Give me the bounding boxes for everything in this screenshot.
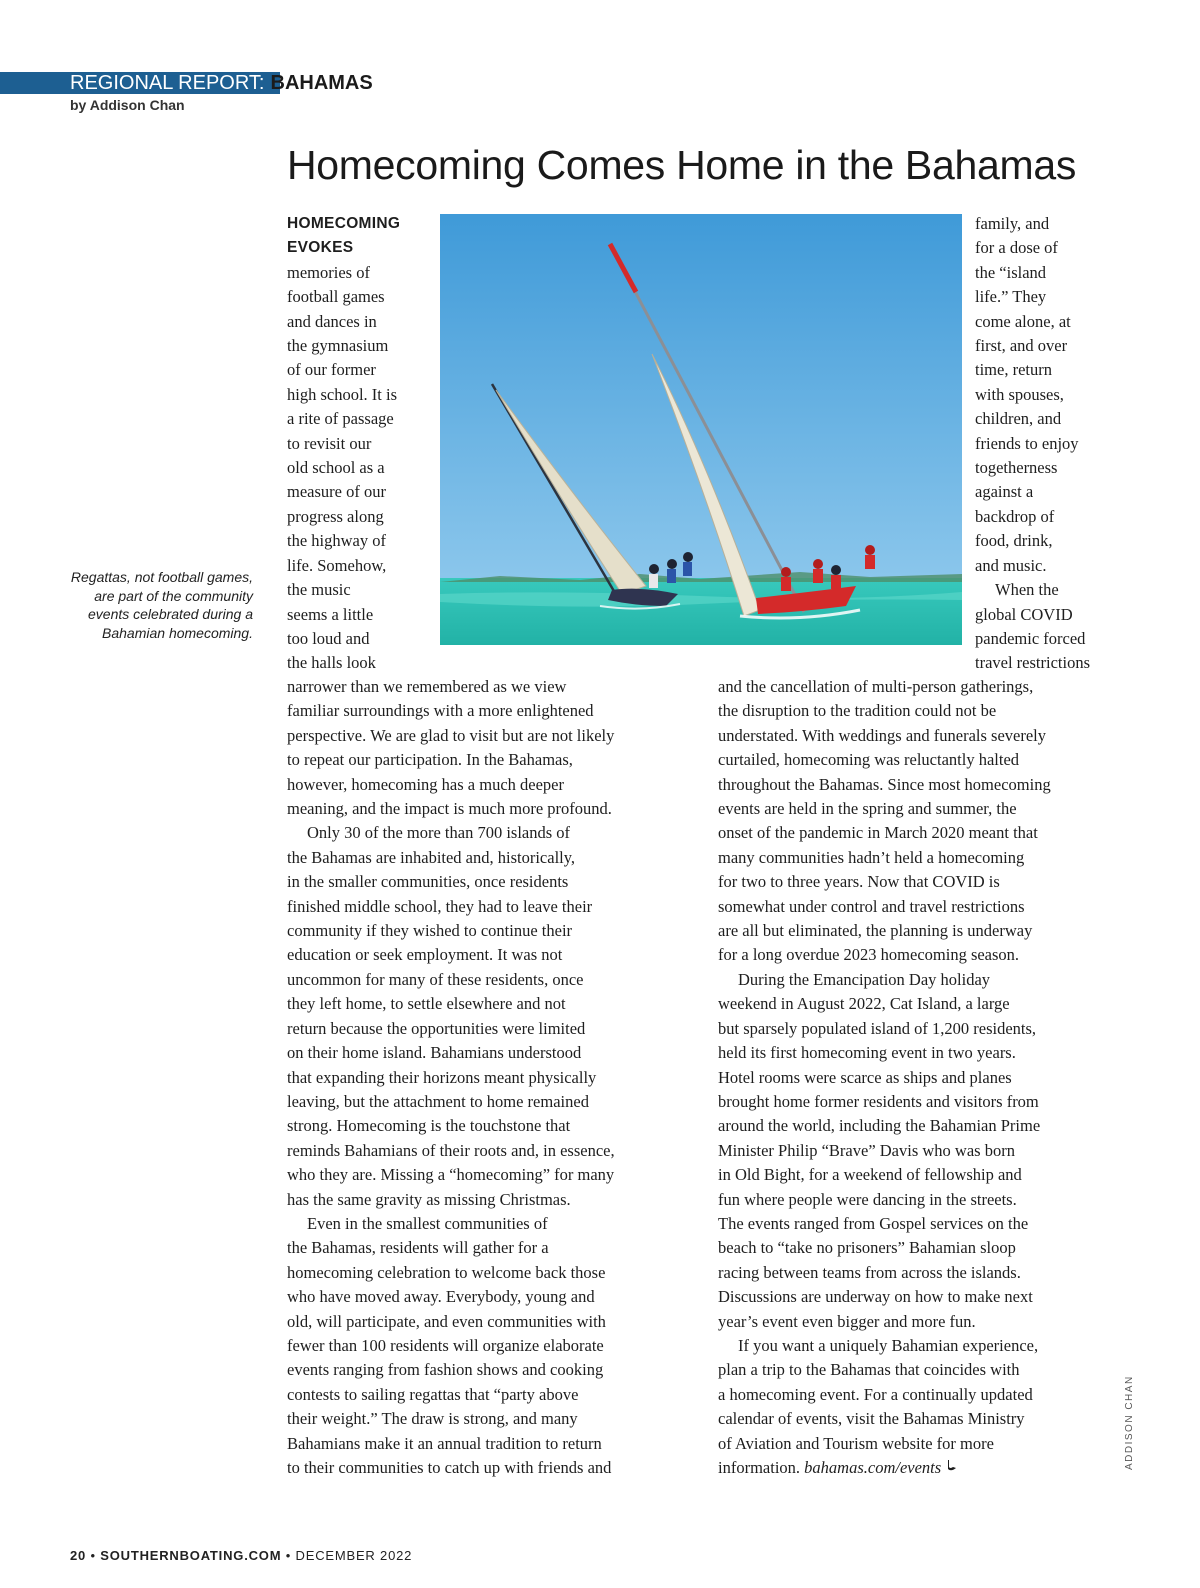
closing-line-text: information.	[718, 1458, 805, 1477]
article-headline: Homecoming Comes Home in the Bahamas	[287, 142, 1077, 188]
text-line: The events ranged from Gospel services on the	[718, 1213, 1029, 1233]
text-line: on their home island. Bahamians understood	[287, 1043, 582, 1063]
text-line: the “island	[975, 262, 1047, 282]
right-column-wide	[718, 675, 1051, 1480]
text-line: and music.	[975, 555, 1047, 575]
photo-caption: Regattas, not football games, are part of the community events celebrated during a Bahamian homecoming.	[70, 569, 253, 641]
text-line: are all but eliminated, the planning is underway	[718, 921, 1033, 941]
section-header	[70, 70, 373, 96]
byline: by Addison Chan	[70, 97, 185, 113]
right-column-lines	[718, 675, 1051, 1456]
page-number: 20	[70, 1548, 87, 1563]
text-line: During the Emancipation Day holiday	[738, 969, 991, 989]
text-line: Only 30 of the more than 700 islands of	[307, 823, 571, 843]
text-line: family, and	[975, 214, 1050, 233]
photo-credit: ADDISON CHAN	[1124, 1375, 1135, 1470]
text-line: of our former	[287, 360, 376, 380]
text-line: old, will participate, and even communities with	[287, 1311, 606, 1331]
text-line: time, return	[975, 360, 1052, 380]
text-line: perspective. We are glad to visit but are not likely	[287, 725, 615, 745]
section-topic: BAHAMAS	[270, 72, 373, 94]
events-link[interactable]: bahamas.com/events	[804, 1458, 942, 1477]
text-line: finished middle school, they had to leave their	[287, 896, 593, 916]
page-footer	[70, 1548, 412, 1563]
text-line: the Bahamas, residents will gather for a	[287, 1238, 549, 1258]
text-line: to revisit our	[287, 433, 372, 453]
text-line: somewhat under control and travel restrictions	[718, 896, 1025, 916]
text-line: to their communities to catch up with friends and	[287, 1458, 612, 1477]
text-line: life.” They	[975, 287, 1047, 307]
text-line: togetherness	[975, 458, 1058, 478]
closing-line	[718, 1456, 1051, 1480]
text-line: Discussions are underway on how to make next	[718, 1287, 1033, 1307]
text-line: the halls look	[287, 653, 376, 673]
text-line: HOMECOMING	[287, 215, 401, 232]
text-line: and the cancellation of multi-person gatherings,	[718, 677, 1034, 696]
end-mark-icon	[945, 1456, 957, 1480]
text-line: throughout the Bahamas. Since most homecoming	[718, 774, 1051, 794]
text-line: Even in the smallest communities of	[307, 1213, 548, 1233]
text-line: beach to “take no prisoners” Bahamian sloop	[718, 1238, 1016, 1258]
text-line: to repeat our participation. In the Bahamas,	[287, 750, 573, 770]
text-line: understated. With weddings and funerals severely	[718, 725, 1047, 745]
text-line: weekend in August 2022, Cat Island, a large	[718, 994, 1010, 1014]
text-line: come alone, at	[975, 311, 1071, 331]
text-line: in Old Bight, for a weekend of fellowship and	[718, 1165, 1022, 1185]
text-line: children, and	[975, 409, 1062, 429]
text-line: curtailed, homecoming was reluctantly halted	[718, 750, 1020, 770]
text-line: events ranging from fashion shows and cooking	[287, 1360, 604, 1380]
text-line: fun where people were dancing in the streets.	[718, 1189, 1017, 1209]
text-line: against a	[975, 482, 1034, 502]
site-name: SOUTHERNBOATING.COM	[100, 1548, 282, 1563]
left-column-narrow	[287, 212, 400, 676]
text-line: in the smaller communities, once residents	[287, 872, 569, 892]
text-line: measure of our	[287, 482, 386, 502]
text-line: seems a little	[287, 604, 374, 624]
text-line: with spouses,	[975, 384, 1064, 404]
text-line: their weight.” The draw is strong, and many	[287, 1409, 578, 1429]
text-line: community if they wished to continue their	[287, 921, 573, 941]
text-line: If you want a uniquely Bahamian experience,	[738, 1335, 1039, 1355]
text-line: racing between teams from across the islands.	[718, 1262, 1021, 1282]
text-line: football games	[287, 287, 385, 307]
text-line: memories of	[287, 262, 370, 282]
text-line: friends to enjoy	[975, 433, 1079, 453]
text-line: and dances in	[287, 311, 377, 331]
text-line: uncommon for many of these residents, once	[287, 969, 584, 989]
text-line: travel restrictions	[975, 653, 1091, 673]
text-line: events are held in the spring and summer, the	[718, 799, 1017, 819]
text-line: return because the opportunities were limited	[287, 1018, 586, 1038]
text-line: they left home, to settle elsewhere and not	[287, 994, 566, 1014]
text-line: the highway of	[287, 531, 386, 551]
text-line: contests to sailing regattas that “party above	[287, 1384, 579, 1404]
text-line: life. Somehow,	[287, 555, 387, 575]
text-line: Hotel rooms were scarce as ships and planes	[718, 1067, 1012, 1087]
text-line: around the world, including the Bahamian Prime	[718, 1116, 1041, 1136]
text-line: the disruption to the tradition could not be	[718, 701, 997, 721]
text-line: has the same gravity as missing Christmas.	[287, 1189, 571, 1209]
text-line: old school as a	[287, 458, 385, 478]
text-line: food, drink,	[975, 531, 1053, 551]
text-line: who have moved away. Everybody, young and	[287, 1287, 595, 1307]
text-line: for two to three years. Now that COVID is	[718, 872, 1000, 892]
text-line: high school. It is	[287, 384, 397, 404]
regatta-photo	[440, 214, 962, 645]
text-line: global COVID	[975, 604, 1073, 624]
text-line: EVOKES	[287, 239, 354, 257]
text-line: of Aviation and Tourism website for more	[718, 1433, 994, 1453]
text-line: for a dose of	[975, 238, 1058, 258]
text-line: familiar surroundings with a more enlightened	[287, 701, 594, 721]
right-column-narrow	[975, 212, 1090, 676]
text-line: the Bahamas are inhabited and, historically,	[287, 847, 576, 867]
sky	[440, 214, 962, 586]
text-line: narrower than we remembered as we view	[287, 677, 567, 696]
text-line: who they are. Missing a “homecoming” for many	[287, 1165, 615, 1185]
text-line: strong. Homecoming is the touchstone that	[287, 1116, 571, 1136]
text-line: Minister Philip “Brave” Davis who was born	[718, 1140, 1015, 1160]
text-line: many communities hadn’t held a homecoming	[718, 847, 1025, 867]
text-line: too loud and	[287, 628, 370, 648]
text-line: meaning, and the impact is much more profound.	[287, 799, 612, 819]
regatta-illustration	[440, 214, 962, 645]
footer-bullet-2: •	[285, 1548, 292, 1563]
text-line: the gymnasium	[287, 336, 389, 356]
text-line: a homecoming event. For a continually updated	[718, 1384, 1033, 1404]
text-line: year’s event even bigger and more fun.	[718, 1311, 976, 1331]
text-line: brought home former residents and visitors from	[718, 1091, 1039, 1111]
text-line: reminds Bahamians of their roots and, in essence,	[287, 1140, 615, 1160]
text-line: but sparsely populated island of 1,200 residents,	[718, 1018, 1037, 1038]
text-line: backdrop of	[975, 506, 1055, 526]
text-line: progress along	[287, 506, 384, 526]
text-line: Bahamians make it an annual tradition to return	[287, 1433, 602, 1453]
text-line: homecoming celebration to welcome back those	[287, 1262, 606, 1282]
issue-date: DECEMBER 2022	[295, 1548, 413, 1563]
text-line: the music	[287, 580, 351, 600]
text-line: pandemic forced	[975, 628, 1086, 648]
text-line: that expanding their horizons meant physically	[287, 1067, 597, 1087]
text-line: for a long overdue 2023 homecoming season.	[718, 945, 1020, 965]
text-line: fewer than 100 residents will organize elaborate	[287, 1335, 604, 1355]
text-line: onset of the pandemic in March 2020 meant that	[718, 823, 1038, 843]
text-line: a rite of passage	[287, 409, 394, 429]
text-line: leaving, but the attachment to home remained	[287, 1091, 589, 1111]
text-line: however, homecoming has a much deeper	[287, 774, 564, 794]
text-line: When the	[995, 580, 1059, 600]
text-line: held its first homecoming event in two years.	[718, 1043, 1016, 1063]
left-column-wide	[287, 675, 615, 1480]
sea	[440, 578, 962, 645]
text-line: education or seek employment. It was not	[287, 945, 563, 965]
section-label: REGIONAL REPORT:	[70, 72, 265, 94]
text-line: first, and over	[975, 336, 1068, 356]
text-line: plan a trip to the Bahamas that coincides with	[718, 1360, 1020, 1380]
text-line: calendar of events, visit the Bahamas Ministry	[718, 1409, 1025, 1429]
footer-bullet: •	[90, 1548, 96, 1563]
